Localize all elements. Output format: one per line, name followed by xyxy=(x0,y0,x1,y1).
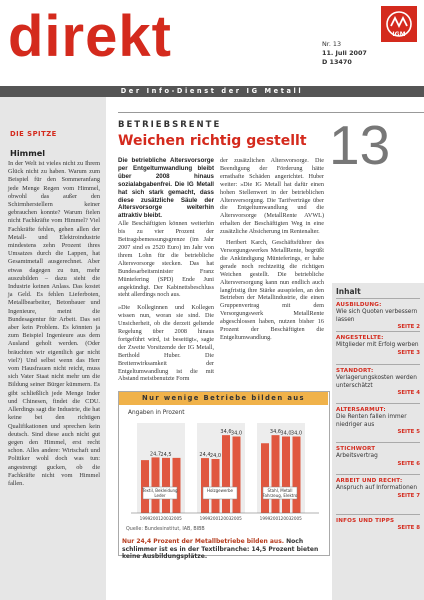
headline-rule xyxy=(118,112,424,113)
inhalt-item-page: SEITE 6 xyxy=(397,460,420,467)
column-text: In der Welt ist vieles nicht zu Ihrem Glück nicht zu haben. Warum zum Beispiel für den Sommeranfang jede Menge Regen vom Himmel, obwohl das außer den Schirmherstellern keiner gebrauchen konnte? Warum fielen nicht Fachkräfte vom Himmel? Viel Fachkräfte fehlen, gehen allen der Metall- und Elektroindustrie mindestens zehn Prozent ihres Umsatzes durch die Lappen, hat Gesamtmetall ausgerechnet. Aber etwas dagegen zu tun, mehr auszubilden – dazu sieht die Industrie keinen Anlass. Das kostet ja Geld. Es fehlen Lieferboten, Metallbearbeiter, Betonbauer und Ingenieure, meint die Bundesagentur für Arbeit. Das sei aber kein Problem. Es könnten ja zum Beispiel Ingenieure aus dem Ausland geholt werden. (Oder bräuchten wir eigentlich gar nicht viel?) Und selbst wenn das Herr vom Hausfrauen nicht reicht, muss sich Vater Staat nicht mehr um die Bildung seiner Bürger kümmern. Es gibt schließlich jede Menge Inder und Chinesen, findet die CDU. Allerdings sagt die Industrie, die hat keine bei den richtigen Qualifikationen und sprechen kein deutsch. Sind diese auch nicht gut gegen den Himmel, erst recht schon. Alles andere: Wirtschaft und Politiker wohl doch was tun: angestrengt gucken, ob die Fachkräfte nicht vom Himmel fallen. xyxy=(8,160,100,487)
chart-tick-label: 2005 xyxy=(291,516,302,521)
inhalt-item-category: ALTERSARMUT: xyxy=(336,407,386,413)
article-column-1 xyxy=(118,157,214,383)
igmetall-logo-icon xyxy=(381,6,417,42)
inhalt-title: Inhalt xyxy=(336,287,361,296)
chart-bar xyxy=(141,460,149,513)
article-body-2: der zusätzlichen Altersvorsorge. Die Beendigung der Förderung hätte ernsthafte Schäden angerichtet. Huber weiter: »Die IG Metall hat dafür einen hohen Stellenwert in der betrieblichen Altersversorgung. Die Tarifverträge über die Entgeltumwandlung und die Altersvorsorge (MetallRente AVWL) erhalten der Beschäftigten Weg in eine zusätzliche Absicherung im Rentenalter. xyxy=(220,157,324,236)
article-headline: Weichen richtig gestellt xyxy=(118,133,307,149)
inhalt-item[interactable] xyxy=(336,407,420,436)
chart-bar xyxy=(212,459,220,513)
chart-caption-rest: Noch schlimmer ist es in der Textilbranche: 14,5 Prozent bieten keine Ausbildungsplätze. xyxy=(122,538,319,561)
article-column-2 xyxy=(220,157,324,342)
issue-code: D 13470 xyxy=(322,58,352,66)
inhalt-item-page: SEITE 3 xyxy=(397,349,420,356)
inhalt-item-category: STANDORT: xyxy=(336,368,374,374)
chart-tick-label: 2005 xyxy=(171,516,182,521)
inhalt-item-text: Verlagerungskosten werden unterschätzt xyxy=(336,375,417,389)
chart-caption xyxy=(122,538,326,561)
chart-group-label: Stahl, Metall xyxy=(267,488,293,493)
chart-data-label: 24,5 xyxy=(160,451,172,458)
inhalt-item-text: Mitglieder mit Erfolg werben xyxy=(336,342,419,349)
inhalt-item-page: SEITE 4 xyxy=(397,389,420,396)
inhalt-divider xyxy=(336,298,420,299)
inhalt-item[interactable] xyxy=(336,446,420,468)
inhalt-item-page: SEITE 8 xyxy=(397,525,420,532)
issue-info xyxy=(322,40,374,67)
inhalt-item[interactable] xyxy=(336,302,420,331)
inhalt-item-page: SEITE 2 xyxy=(397,323,420,330)
article-body-3: Heribert Karch, Geschäftsführer des Versorgungswerkes MetallRente, begrüßt die Ankündigung Münteferings, er habe gerade noch rechtzeitig die richtigen Weichen gestellt. Die betriebliche Altersversorgung kann nun endlich auch langfristig ihre Stärke ausspielen, an den Betrieben der Metallindustrie, die einen Gruppenvertrag mit dem Versorgungswerk MetallRente abgeschlossen haben, nutzen bisher 16 Prozent der Beschäftigten die Entgeltumwandlung. xyxy=(220,239,324,341)
inhalt-divider xyxy=(336,474,420,475)
chart-group-label: Holzgewerbe xyxy=(206,488,234,493)
chart-tick-label: 1999 xyxy=(139,516,151,521)
chart-data-label: 34,0 xyxy=(230,430,243,437)
chart-group-label: Fahrzeug, Elektro xyxy=(262,493,298,498)
inhalt-item-text: Wie sich Quoten verbessern lassen xyxy=(336,309,418,323)
chart-data-label: 34,6 xyxy=(269,429,282,436)
chart-tick-label: 2001 xyxy=(210,516,221,521)
chart-data-label: 24,0 xyxy=(209,453,222,459)
chart-title: Nur wenige Betriebe bilden aus xyxy=(142,394,305,402)
inhalt-item-text: Anspruch auf Informationen xyxy=(336,485,418,492)
chart-bar xyxy=(173,458,181,513)
inhalt-item-page: SEITE 5 xyxy=(397,428,420,435)
issue-number: Nr. 13 xyxy=(322,40,342,48)
chart-bar xyxy=(222,435,230,513)
chart-bar xyxy=(282,437,290,514)
chart-group-label: Leder xyxy=(154,493,166,498)
column-title: Himmel xyxy=(10,148,46,158)
inhalt-item-category: INFOS UND TIPPS xyxy=(336,518,395,524)
chart-bar xyxy=(272,435,280,513)
chart-caption-highlight: Nur 24,4 Prozent der Metallbetriebe bilden aus. xyxy=(122,538,285,545)
inhalt-divider xyxy=(336,442,420,443)
chart-bar xyxy=(261,443,269,513)
article-quote: »Die Kolleginnen und Kollegen wissen nun, woran sie sind. Die Unsicherheit, ob die derzeit geltende Regelung über 2008 hinaus fortgeführt wird, ist beseitigt«, sagte der Zweite Vorsitzende der IG Metall, Berthold Huber. Die Breitenwirksamkeit der Entgeltumwandlung ist die mit Abstand meistbenutzte Form xyxy=(118,304,214,383)
chart-data-label: 34,0 xyxy=(290,430,303,437)
chart-tick-label: 2003 xyxy=(160,516,172,521)
inhalt-item-category: ARBEIT UND RECHT: xyxy=(336,478,403,484)
chart-group-label: Textil, Bekleidung xyxy=(142,488,178,493)
chart-tick-label: 2003 xyxy=(220,516,232,521)
issue-date: 11. Juli 2007 xyxy=(322,49,367,57)
chart-subtitle: Angaben in Prozent xyxy=(128,410,185,416)
chart-source: Quelle: Bundesinstitut, IAB, BIBB xyxy=(126,527,205,532)
inhalt-item[interactable] xyxy=(336,518,420,533)
badge-text: IGM xyxy=(392,31,406,38)
inhalt-item[interactable] xyxy=(336,335,420,357)
chart-bar xyxy=(201,458,209,513)
chart-plot xyxy=(119,415,328,527)
chart-tick-label: 2003 xyxy=(280,516,292,521)
inhalt-item-category: ANGESTELLTE: xyxy=(336,335,384,341)
article-kicker: BETRIEBSRENTE xyxy=(118,120,222,130)
publication-title: direkt xyxy=(8,4,172,69)
chart-bar xyxy=(152,457,160,513)
chart-bar xyxy=(233,437,241,514)
inhalt-item-text: Die Renten fallen immer niedriger aus xyxy=(336,414,407,428)
chart-tick-label: 1999 xyxy=(199,516,211,521)
chart-data-label: 24,4 xyxy=(199,452,211,459)
chart-bar xyxy=(162,458,170,513)
inhalt-divider xyxy=(336,364,420,365)
chart-data-label: 34,0 xyxy=(280,430,292,437)
article-number: 13 xyxy=(329,114,391,176)
column-label: DIE SPITZE xyxy=(10,130,57,138)
chart-bar xyxy=(293,437,301,514)
inhalt-item[interactable] xyxy=(336,478,420,500)
chart-tick-label: 2001 xyxy=(150,516,161,521)
inhalt-item-text: Arbeitsvertrag xyxy=(336,453,378,460)
chart-tick-label: 2001 xyxy=(270,516,281,521)
chart-tick-label: 1999 xyxy=(259,516,271,521)
article-lead: Die betriebliche Altersvorsorge per Entgeltumwandlung bleibt über 2008 hinaus sozialabgabenfrei. Die IG Metall hat sich stark gemacht, dass diese zusätzliche Säule der Altersvorsorge weiterhin attraktiv bleibt. xyxy=(118,157,214,220)
chart-tick-label: 2005 xyxy=(231,516,242,521)
chart-data-label: 34,6 xyxy=(220,429,232,436)
inhalt-divider xyxy=(336,403,420,404)
inhalt-item-category: AUSBILDUNG: xyxy=(336,302,382,308)
inhalt-divider xyxy=(336,514,420,515)
tagline: Der Info-Dienst der IG Metall xyxy=(120,87,304,95)
inhalt-item-page: SEITE 7 xyxy=(397,492,420,499)
article-body-1: Alle Beschäftigten können weiterhin bis zu vier Prozent der Beitragsbemessungsgrenze (im Jahr 2007 sind es 2520 Euro) im Jahr von ihrem Lohn für die betriebliche Altersvorsorge stecken. Das hat Bundesarbeitsminister Franz Müntefering (SPD) Ende Juni angekündigt. Der Kabinettsbeschluss steht allerdings noch aus. xyxy=(118,220,214,299)
inhalt-item-category: STICHWORT xyxy=(336,446,376,452)
chart-data-label: 24,7 xyxy=(149,451,162,458)
inhalt-divider xyxy=(336,331,420,332)
inhalt-item[interactable] xyxy=(336,368,420,397)
